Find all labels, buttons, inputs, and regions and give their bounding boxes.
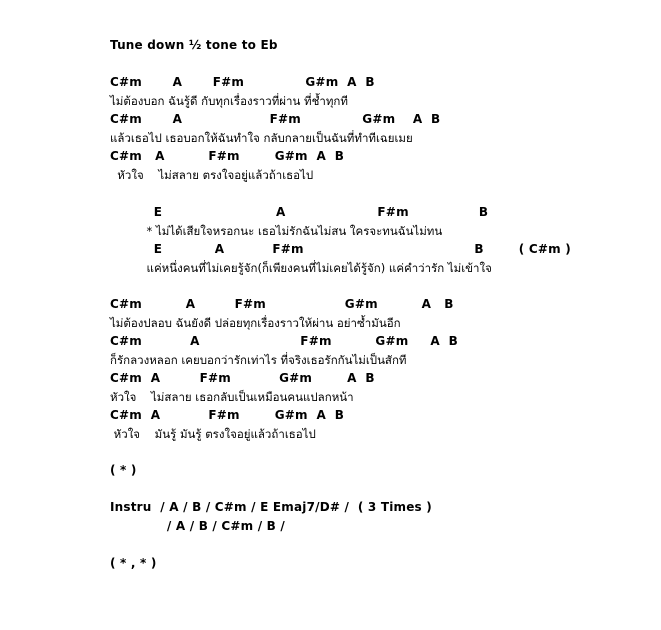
repeat-marker: ( * ) (110, 463, 137, 477)
lyric-line: ไม่ต้องปลอบ ฉันยังดี ปล่อยทุกเรื่องราวให้ผ่าน อย่าซ้ำมันอีก (110, 316, 401, 330)
chord-line: C#m A F#m G#m A B (110, 297, 454, 311)
chord-line: E A F#m B ( C#m ) (110, 242, 571, 256)
lyric-line: แล้วเธอไป เธอบอกให้ฉันทำใจ กลับกลายเป็นฉันที่ทำทีเฉยเมย (110, 131, 413, 145)
lyric-line: ไม่ต้องบอก ฉันรู้ดี กับทุกเรื่องราวที่ผ่าน ที่ช้ำทุกที (110, 94, 348, 108)
instrumental-line: Instru / A / B / C#m / E Emaj7/D# / ( 3 Times ) (110, 500, 432, 514)
chord-line: E A F#m B (110, 205, 489, 219)
chord-line: C#m A F#m G#m A B (110, 112, 441, 126)
chord-line: C#m A F#m G#m A B (110, 149, 345, 163)
song-tuning-title: Tune down ½ tone to Eb (110, 38, 278, 52)
instrumental-line: / A / B / C#m / B / (110, 519, 285, 533)
chord-line: C#m A F#m G#m A B (110, 75, 375, 89)
lyric-line: หัวใจ ไม่สลาย เธอกลับเป็นเหมือนคนแปลกหน้า (110, 390, 354, 404)
repeat-marker: ( * , * ) (110, 556, 157, 570)
chord-line: C#m A F#m G#m A B (110, 408, 345, 422)
lyric-line: ก็รักลวงหลอก เคยบอกว่ารักเท่าไร ที่จริงเธอรักกันไม่เป็นสักที (110, 353, 407, 367)
lyric-line: แค่หนึ่งคนที่ไม่เคยรู้จัก(ก็เพียงคนที่ไม่เคยได้รู้จัก) แค่คำว่ารัก ไม่เข้าใจ (110, 261, 492, 275)
chord-line: C#m A F#m G#m A B (110, 334, 458, 348)
lyric-line: * ไม่ได้เสียใจหรอกนะ เธอไม่รักฉันไม่สน ใครจะทนฉันไม่ทน (110, 224, 443, 238)
chord-line: C#m A F#m G#m A B (110, 371, 375, 385)
lyric-line: หัวใจ มันรู้ มันรู้ ตรงใจอยู่แล้วถ้าเธอไป (110, 427, 316, 441)
lyric-line: หัวใจ ไม่สลาย ตรงใจอยู่แล้วถ้าเธอไป (110, 168, 314, 182)
